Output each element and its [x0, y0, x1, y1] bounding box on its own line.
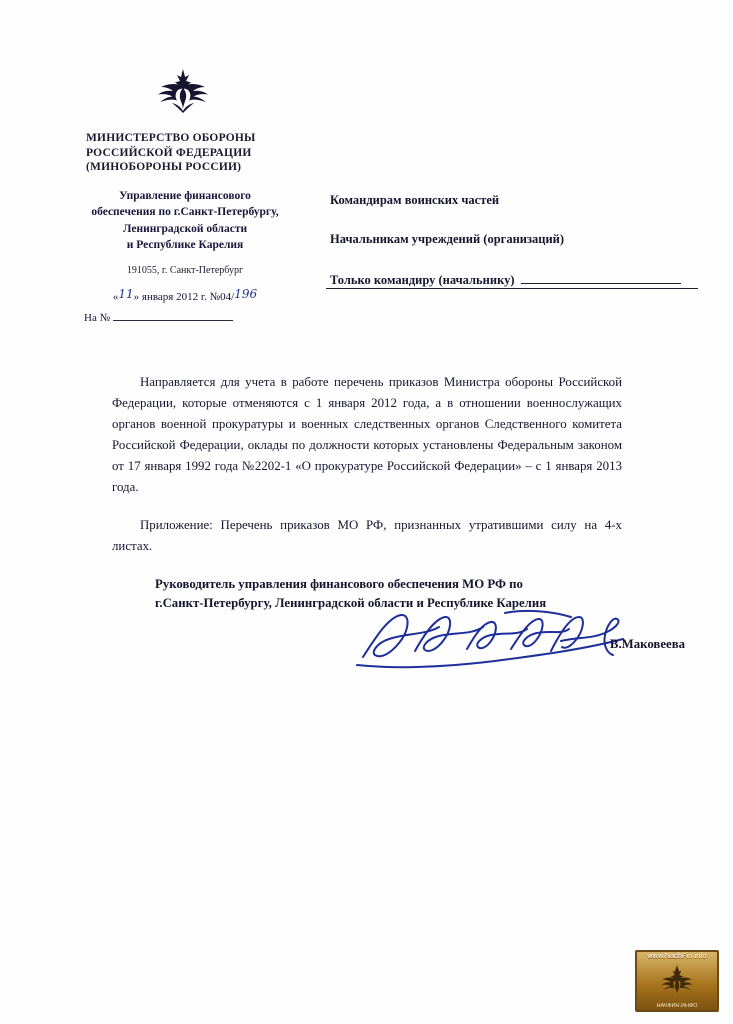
ministry-emblem-icon: [152, 68, 214, 114]
incoming-reference-label: На №: [84, 312, 111, 325]
ministry-line-1: МИНИСТЕРСТВО ОБОРОНЫ: [86, 132, 256, 144]
incoming-reference-rule: [113, 311, 233, 321]
postal-address: 191055, г. Санкт-Петербург: [126, 265, 244, 277]
department-line-2: обеспечения по г.Санкт-Петербургу,: [91, 206, 279, 219]
date-quote-open: «: [112, 291, 119, 304]
body-paragraph-2: Приложение: Перечень приказов МО РФ, признанных утратившими силу на 4-х листах.: [112, 518, 622, 554]
addressee-underline: [326, 288, 698, 289]
handwritten-signature: [355, 605, 645, 675]
addressee-line-3: [330, 271, 705, 288]
date-day-handwritten: 11: [118, 287, 134, 302]
watermark-caption: НАЧФИН.ИНФО: [656, 1003, 698, 1009]
addressee-block: [330, 192, 705, 288]
addressee-line-3-label: Только командиру (начальнику): [330, 272, 515, 287]
letterhead: [70, 131, 300, 324]
letter-body: [112, 372, 622, 575]
department-name: [70, 188, 300, 253]
department-line-4: и Республике Карелия: [126, 239, 244, 252]
date-month-year: » января 2012 г. №04/: [133, 291, 235, 304]
site-watermark: [635, 950, 719, 1012]
signatory-name: В.Маковеева: [609, 637, 685, 651]
watermark-emblem-icon: [660, 964, 694, 994]
signatory-title-line-1: Руководитель управления финансового обеспечения МО РФ по: [155, 577, 523, 591]
addressee-line-2: Начальникам учреждений (организаций): [330, 232, 565, 247]
ministry-line-3: (МИНОБОРОНЫ РОССИИ): [86, 161, 242, 174]
department-line-1: Управление финансового: [119, 190, 251, 203]
date-line: [70, 289, 300, 303]
ministry-line-2: РОССИЙСКОЙ ФЕДЕРАЦИИ: [86, 146, 252, 159]
outgoing-number-handwritten: 196: [234, 287, 258, 302]
addressee-fill-rule: [521, 271, 681, 284]
ministry-name: [70, 131, 300, 175]
signature-block: [155, 575, 685, 651]
signatory-title-line-2: г.Санкт-Петербургу, Ленинградской области и Республике Карелия: [155, 595, 547, 610]
watermark-site-url: www.NachFin.info: [647, 953, 707, 960]
addressee-line-1: Командирам воинских частей: [330, 193, 500, 207]
department-line-3: Ленинградской области: [122, 222, 248, 235]
incoming-reference-line: [70, 311, 300, 324]
body-paragraph-1: Направляется для учета в работе перечень приказов Министра обороны Российской Федерации, которые отменяются с 1 января 2012 года, а в отношении военнослужащих органов военной прокуратуры и военных следственных органов Следственного комитета Российской Федерации, оклады по должности которых установлены Федеральным законом от 17 января 1992 года №2202-1 «О прокуратуре Российской Федерации» – с 1 января 2013 года.: [112, 375, 622, 494]
